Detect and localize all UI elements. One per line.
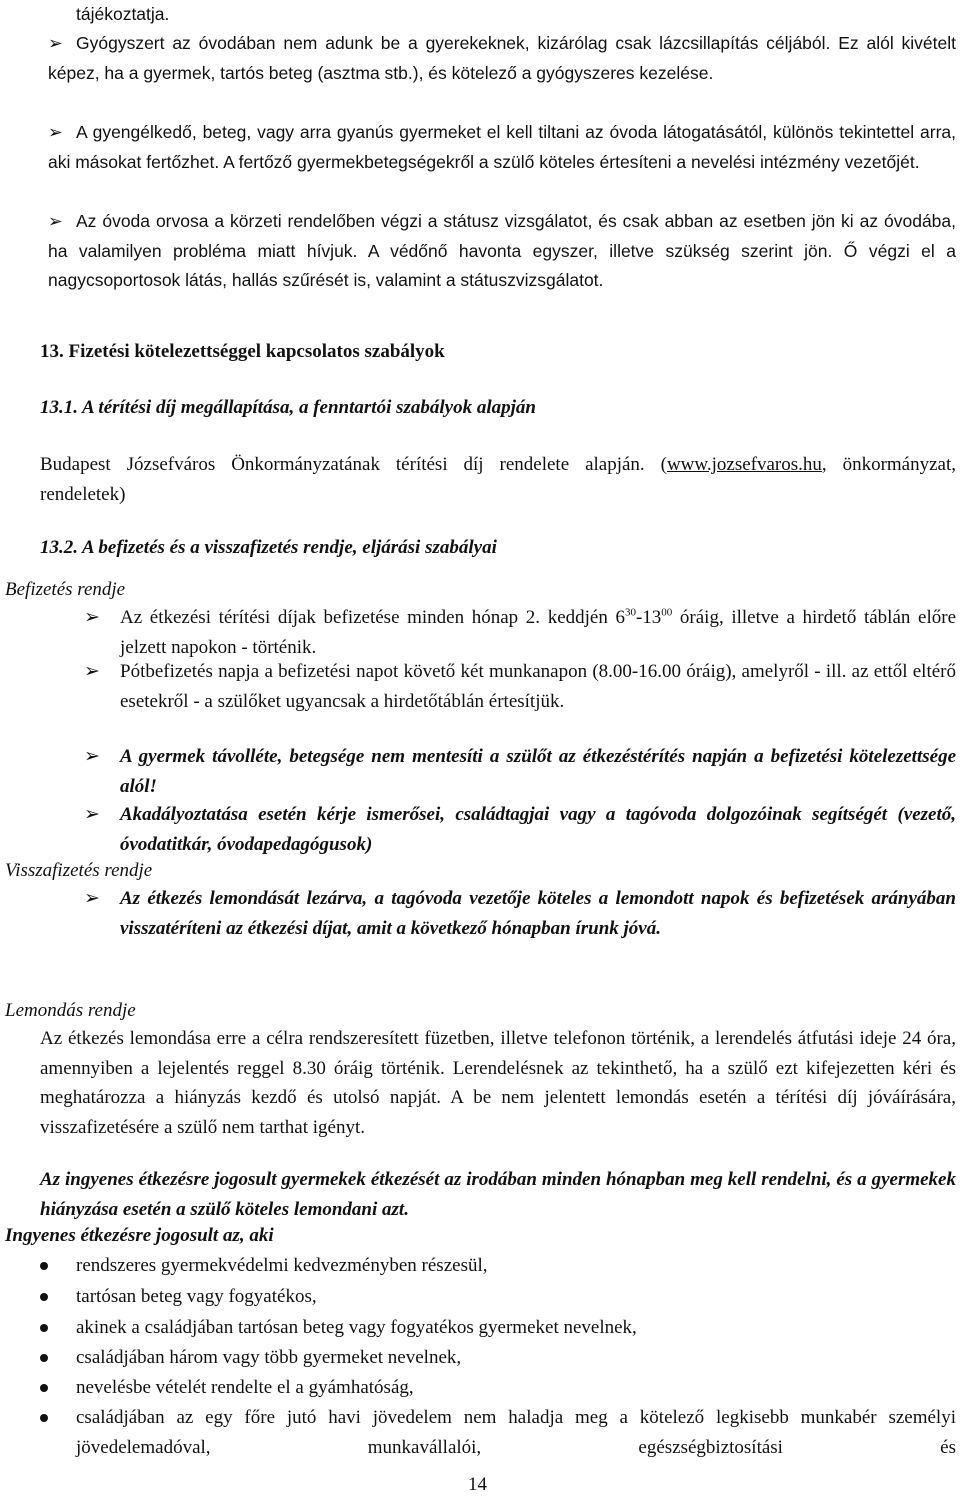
arrow-bullet-icon: ➢ xyxy=(84,804,100,825)
time-superscript: 00 xyxy=(661,606,673,619)
list-item-text: Az étkezés lemondását lezárva, a tagóvoda vezetője köteles a lemondott napok és befizetések arányában visszatéríteni az étkezési díjat, amit a következő hónapban írunk jóvá. xyxy=(120,888,956,939)
dot-bullet-icon xyxy=(40,1324,48,1332)
lemondas-emphasis: Az ingyenes étkezésre jogosult gyermekek étkezését az irodában minden hónapban meg kell rendelni, és a gyermekek hiányzása esetén a szülő köteles lemondani azt. xyxy=(40,1169,956,1220)
subsection-heading: 13.1. A térítési díj megállapítása, a fenntartói szabályok alapján xyxy=(40,397,536,418)
list-item xyxy=(84,603,956,662)
list-item-text: Az óvoda orvosa a körzeti rendelőben végzi a státusz vizsgálatot, és csak abban az esetben jön ki az óvodába, ha valamilyen probléma miatt hívjuk. A védőnő havonta egyszer, illetve szükség szerint jön. Ő végzi el a nagycsoportosok látás, hallás szűrését is, valamint a státuszvizsgálatot. xyxy=(48,211,956,290)
list-item xyxy=(40,1343,956,1373)
list-item-text xyxy=(84,603,956,662)
reference-text: Budapest Józsefváros Önkormányzatának térítési díj rendelete alapján. ( xyxy=(40,454,667,475)
list-item-text: nevelésbe vételét rendelte el a gyámhatóság, xyxy=(76,1377,414,1398)
payment-text: óráig, illetve a hirdető táblán előre jelzett napokon - történik. xyxy=(120,607,956,658)
list-item-text: családjában az egy főre jutó havi jövedelem nem haladja meg a kötelező legkisebb munkabér személyi jövedelemadóval, munkavállalói, egészségbiztosítási és xyxy=(76,1407,956,1458)
payment-text: -13 xyxy=(635,607,662,628)
lemondas-title: Lemondás rendje xyxy=(5,1000,136,1021)
list-item-text: Akadályoztatása esetén kérje ismerősei, családtagjai vagy a tagóvoda dolgozóinak segítségét (vezető, óvodatitkár, óvodapedagógusok) xyxy=(120,804,956,855)
time-superscript: 30 xyxy=(624,606,636,619)
befizetes-title: Befizetés rendje xyxy=(5,579,126,600)
list-item-text: Gyógyszert az óvodában nem adunk be a gyerekeknek, kizárólag csak lázcsillapítás céljából. Ez alól kivételt képez, ha a gyermek, tartós beteg (asztma stb.), és kötelező a gyógyszeres kezelése. xyxy=(48,33,956,83)
list-item xyxy=(48,29,956,88)
list-item xyxy=(84,800,956,859)
subsection-heading: 13.2. A befizetés és a visszafizetés rendje, eljárási szabályai xyxy=(40,537,497,558)
list-item-text: A gyermek távolléte, betegsége nem mentesíti a szülőt az étkezéstérítés napján a befizetési kötelezettsége alól! xyxy=(120,746,956,797)
list-item xyxy=(84,884,956,943)
list-item xyxy=(40,1282,956,1312)
list-item xyxy=(40,1251,956,1281)
visszafizetes-title: Visszafizetés rendje xyxy=(5,860,153,881)
continued-text: tájékoztatja. xyxy=(76,4,170,24)
list-item-text: rendszeres gyermekvédelmi kedvezményben részesül, xyxy=(76,1255,488,1276)
list-item xyxy=(48,118,956,177)
list-item xyxy=(40,1403,956,1462)
arrow-bullet-icon: ➢ xyxy=(48,211,63,231)
list-item-text: családjában három vagy több gyermeket nevelnek, xyxy=(76,1347,462,1368)
dot-bullet-icon xyxy=(40,1293,48,1301)
regulation-reference xyxy=(40,450,956,509)
page-number: 14 xyxy=(468,1474,487,1495)
list-item xyxy=(40,1373,956,1403)
list-item-text: A gyengélkedő, beteg, vagy arra gyanús gyermeket el kell tiltani az óvoda látogatásától, különös tekintettel arra, aki másokat fertőzhet. A fertőző gyermekbetegségekről a szülő köteles értesíteni a nevelési intézmény vezetőjét. xyxy=(48,122,956,172)
reference-text: , önkormányzat, rendeletek) xyxy=(40,454,957,505)
payment-text: Az étkezési térítési díjak befizetése minden hónap 2. keddjén 6 xyxy=(120,607,625,628)
list-item-text: akinek a családjában tartósan beteg vagy fogyatékos gyermeket nevelnek, xyxy=(76,1317,637,1338)
arrow-bullet-icon: ➢ xyxy=(84,746,100,767)
ingyenes-title: Ingyenes étkezésre jogosult az, aki xyxy=(5,1225,274,1246)
arrow-bullet-icon: ➢ xyxy=(48,33,63,53)
list-item-text: tartósan beteg vagy fogyatékos, xyxy=(76,1286,317,1307)
list-item-text: Pótbefizetés napja a befizetési napot követő két munkanapon (8.00-16.00 óráig), amelyről - ill. az ettől eltérő esetekről - a szülőket ugyancsak a hirdetőtáblán értesítjük. xyxy=(120,661,956,712)
dot-bullet-icon xyxy=(40,1262,48,1270)
dot-bullet-icon xyxy=(40,1384,48,1392)
list-item xyxy=(84,657,956,716)
dot-bullet-icon xyxy=(40,1414,48,1422)
list-item xyxy=(84,742,956,801)
arrow-bullet-icon: ➢ xyxy=(48,122,63,142)
website-link[interactable]: www.jozsefvaros.hu xyxy=(666,454,822,475)
arrow-bullet-icon: ➢ xyxy=(84,607,100,628)
dot-bullet-icon xyxy=(40,1354,48,1362)
section-heading: 13. Fizetési kötelezettséggel kapcsolatos szabályok xyxy=(40,341,445,362)
arrow-bullet-icon: ➢ xyxy=(84,888,100,909)
list-item xyxy=(48,207,956,296)
lemondas-text: Az étkezés lemondása erre a célra rendszeresített füzetben, illetve telefonon történik, a lerendelés átfutási ideje 24 óra, amennyiben a lejelentés reggel 8.30 óráig történik. Lerendelésnek az tekinthető, ha a szülő ezt kifejezetten kéri és meghatározza a hiányzás kezdő és utolsó napját. A be nem jelentett lemondás esetén a térítési díj jóváírására, visszafizetésére a szülő nem tarthat igényt. xyxy=(40,1028,956,1138)
list-item xyxy=(40,1313,956,1343)
arrow-bullet-icon: ➢ xyxy=(84,661,100,682)
